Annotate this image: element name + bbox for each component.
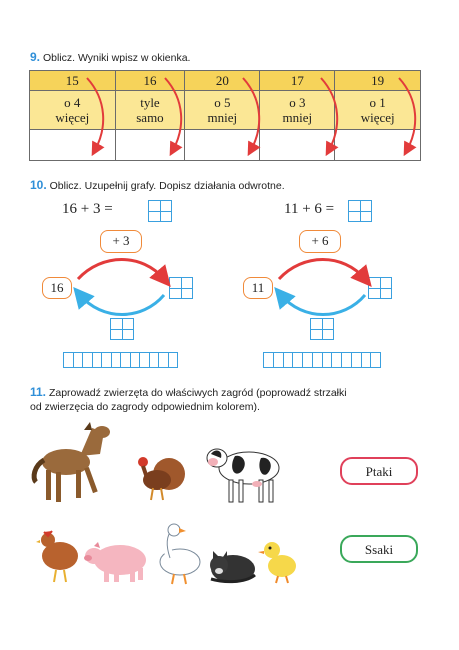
horse-icon[interactable] [30, 420, 112, 506]
turkey-icon[interactable] [133, 452, 187, 504]
exercise-9-instruction [30, 50, 190, 65]
exercise-10-instruction [30, 178, 285, 193]
inverse-operator-box[interactable] [110, 318, 134, 340]
inverse-arrow-icon [80, 295, 164, 315]
operation-amount: o 4 [64, 95, 81, 110]
forward-arrow-icon [279, 260, 365, 280]
graph-start-value: 16 [42, 277, 72, 299]
graph-result-box[interactable] [169, 277, 193, 299]
cow-icon[interactable] [205, 438, 285, 506]
operation-direction: samo [136, 110, 164, 125]
arrow-icon [165, 78, 181, 150]
exercise-10-text: Oblicz. Uzupełnij grafy. Dopisz działania odwrotne. [49, 180, 285, 192]
operation-direction: mniej [282, 110, 313, 125]
graph-1-arrows [72, 255, 172, 321]
exercise-10-number: 10. [30, 178, 47, 192]
operation-direction: mniej [207, 110, 238, 125]
inverse-operator-box[interactable] [310, 318, 334, 340]
start-value-cell: 19 [335, 71, 421, 91]
exercise-9-text: Oblicz. Wyniki wpisz w okienka. [42, 52, 191, 64]
operator-label: + 6 [299, 230, 341, 253]
hen-icon[interactable] [36, 528, 82, 584]
arrow-icon [87, 78, 103, 150]
start-value-cell: 15 [30, 71, 116, 91]
duckling-icon[interactable] [258, 536, 300, 584]
goose-icon[interactable] [152, 522, 204, 586]
inverse-arrow-icon [281, 295, 365, 315]
arrow-icon [399, 78, 415, 150]
exercise-9-arrows [29, 70, 421, 162]
pen-birds[interactable]: Ptaki [340, 457, 418, 485]
operation-amount: o 3 [289, 95, 306, 110]
arrow-icon [321, 78, 337, 150]
exercise-11-number: 11. [30, 385, 47, 399]
inverse-equation-strip[interactable] [263, 352, 381, 368]
start-value-cell: 20 [185, 71, 260, 91]
graph-start-value: 11 [243, 277, 273, 299]
exercise-11-text: Zaprowadź zwierzęta do właściwych zagród (poprowadź strzałki od zwierzęcia do zagrody odpowiednim kolorem). [30, 387, 347, 413]
arrow-icon [243, 78, 259, 150]
inverse-equation-strip[interactable] [63, 352, 178, 368]
operation-amount: o 1 [369, 95, 386, 110]
operator-label: + 3 [100, 230, 142, 253]
pig-icon[interactable] [84, 538, 152, 584]
pen-mammals[interactable]: Ssaki [340, 535, 418, 563]
exercise-11-instruction [30, 385, 360, 414]
operation-amount: o 5 [214, 95, 231, 110]
equation-1: 16 + 3 = [62, 201, 113, 217]
start-value-cell: 17 [260, 71, 335, 91]
operation-direction: więcej [55, 110, 90, 125]
answer-box[interactable] [148, 200, 172, 222]
equation-2: 11 + 6 = [284, 201, 335, 217]
forward-arrow-icon [78, 260, 164, 280]
start-value-cell: 16 [115, 71, 185, 91]
operation-direction: więcej [360, 110, 395, 125]
graph-2-arrows [273, 255, 373, 321]
exercise-9-number: 9. [30, 50, 41, 64]
operation-amount: tyle [140, 95, 160, 110]
answer-box[interactable] [348, 200, 372, 222]
cat-icon[interactable] [205, 545, 257, 585]
